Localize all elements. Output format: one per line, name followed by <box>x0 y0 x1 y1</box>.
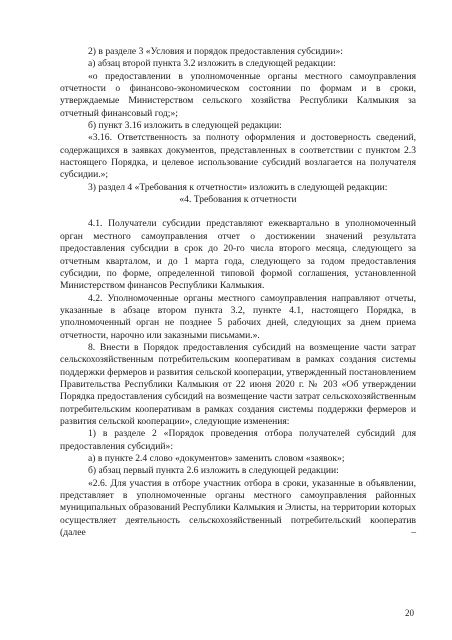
paragraph: а) в пункте 2.4 слово «документов» заменить словом «заявок»; <box>88 453 345 464</box>
paragraph: «2.6. Для участия в отборе участник отбора в сроки, указанные в объявлении, представляет в уполномоченные органы местного самоуправления районных муниципальных образований Республики Калмыкия и Элисты, на территории которых осуществляет деятельность сельскохозяйственный потребительский кооператив (далее – <box>60 477 416 539</box>
paragraph: «о предоставлении в уполномоченные органы местного самоуправления отчетности о финансово-экономическом состоянии по формам и в сроки, утверждаемые Министерством сельского хозяйства Республики Калмыкия за отчетный финансовый год;»; <box>60 70 416 119</box>
paragraph: «3.16. Ответственность за полноту оформления и достоверность сведений, содержащихся в заявках документов, представленных в соответствии с пунктом 2.3 настоящего Порядка, и целевое использование субсидий возлагается на получателя субсидии.»; <box>60 132 416 181</box>
page-number: 20 <box>405 608 414 618</box>
paragraph: а) абзац второй пункта 3.2 изложить в следующей редакции: <box>88 58 336 70</box>
paragraph: б) пункт 3.16 изложить в следующей редакции: <box>88 120 282 132</box>
paragraph: 3) раздел 4 «Требования к отчетности» изложить в следующей редакции: <box>88 181 388 193</box>
paragraph: 8. Внести в Порядок предоставления субсидий на возмещение части затрат сельскохозяйственным потребительским кооперативам в рамках создания системы поддержки фермеров и развития сельской кооперации, утвержденный постановлением Правительства Республики Калмыкия от 22 июня 2020 г. № 203 «Об утверждении Порядка предоставления субсидий на возмещение части затрат сельскохозяйственным потребительским кооперативам в рамках создания системы поддержки фермеров и развития сельской кооперации», следующие изменения: <box>60 341 416 427</box>
paragraph: 4.1. Получатели субсидии представляют ежеквартально в уполномоченный орган местного самоуправления отчет о достижении значений результата предоставления субсидии в срок до 20-го числа второго месяца, следующего за отчетным кварталом, и до 1 марта года, следующего за годом предоставления субсидии, по форме, определенной типовой формой соглашения, установленной Министерством финансов Республики Калмыкия. <box>60 218 416 292</box>
section-heading: «4. Требования к отчетности <box>179 194 297 206</box>
paragraph: 4.2. Уполномоченные органы местного самоуправления направляют отчеты, указанные в абзаце втором пункта 3.2, пункте 4.1, настоящего Порядка, в уполномоченный орган не позднее 5 рабочих дней, следующих за днем приема отчетности, нарочно или заказными письмами.». <box>60 292 416 341</box>
paragraph: б) абзац первый пункта 2.6 изложить в следующей редакции: <box>88 465 339 477</box>
paragraph: 2) в разделе 3 «Условия и порядок предоставления субсидии»: <box>88 46 343 57</box>
document-body <box>60 46 416 539</box>
paragraph: 1) в разделе 2 «Порядок проведения отбора получателей субсидий для предоставления субсидий»: <box>60 428 416 452</box>
